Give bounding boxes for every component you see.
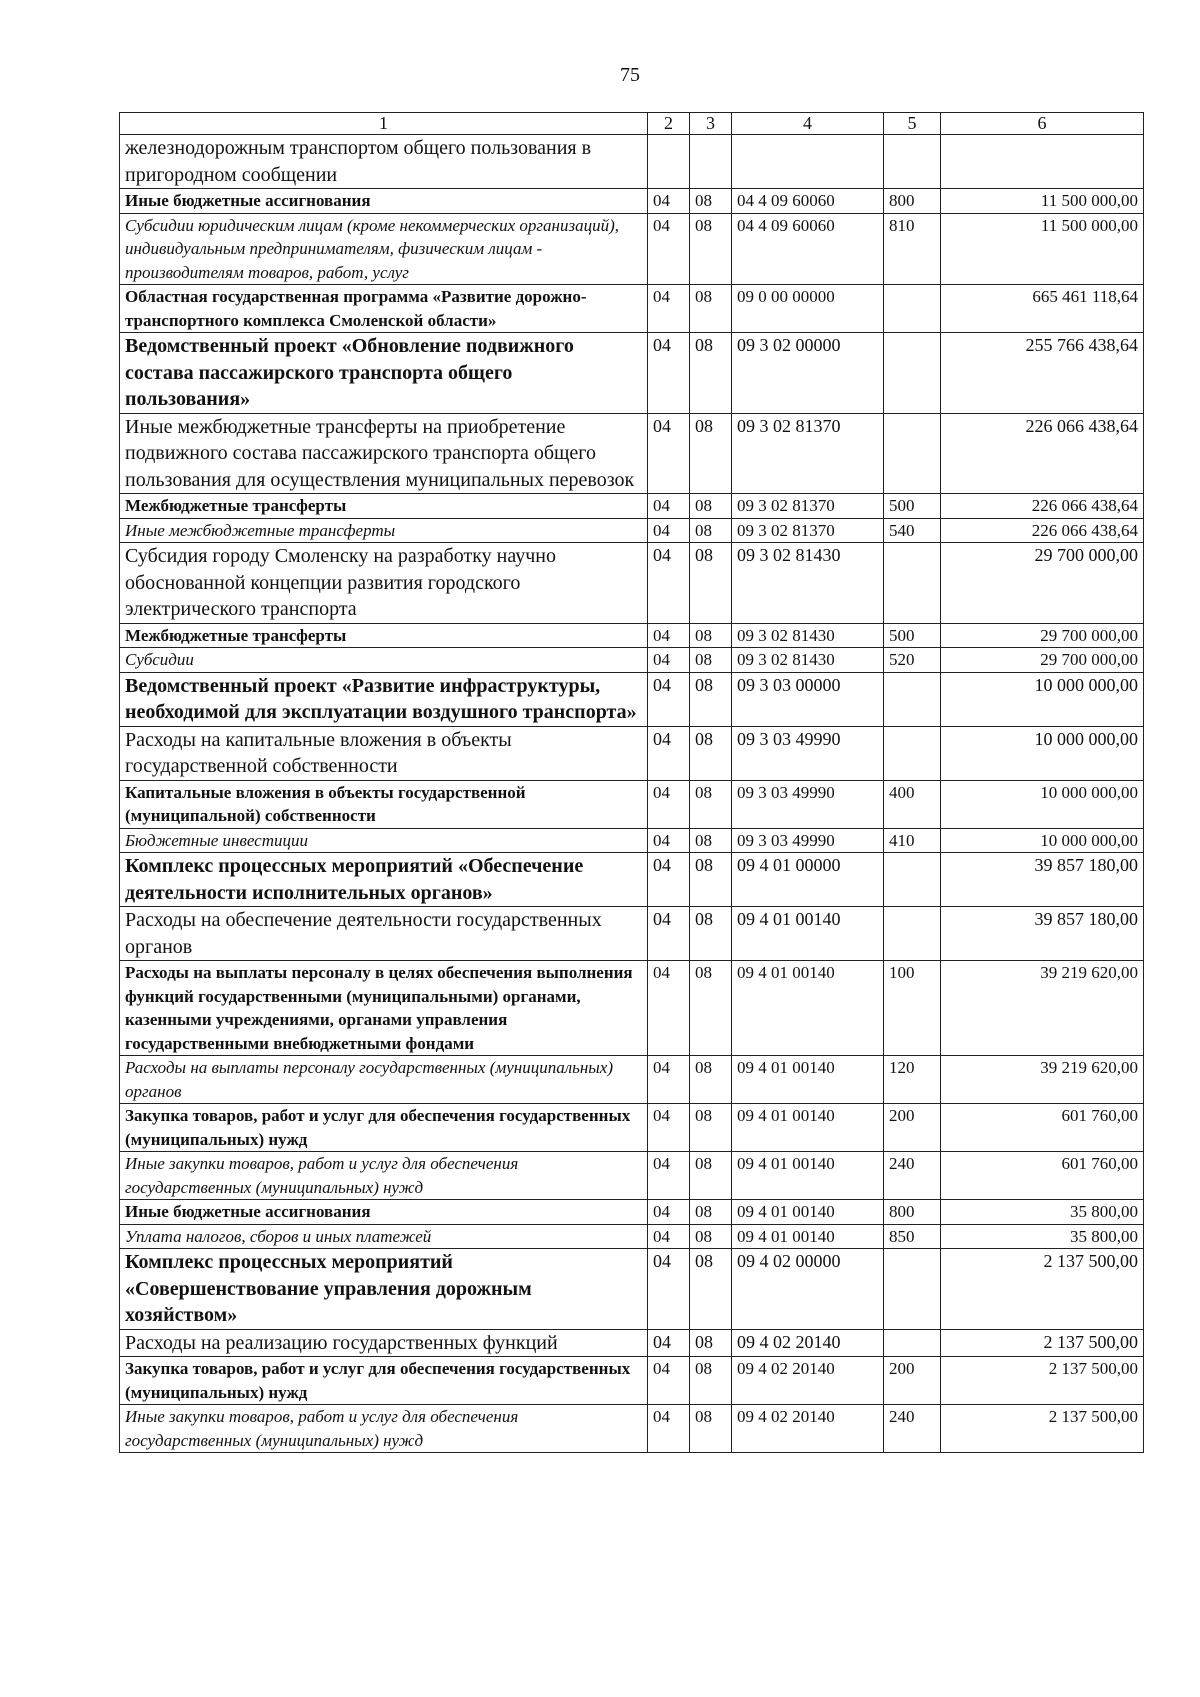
target-article-code: 09 3 02 81370	[732, 518, 884, 543]
section-code: 04	[648, 623, 690, 648]
section-code: 04	[648, 333, 690, 414]
amount: 601 760,00	[941, 1152, 1144, 1200]
subsection-code: 08	[690, 961, 732, 1056]
amount: 29 700 000,00	[941, 648, 1144, 673]
item-name: Расходы на капитальные вложения в объекты государственной собственности	[120, 726, 648, 780]
expense-type-code: 500	[884, 494, 941, 519]
amount: 29 700 000,00	[941, 623, 1144, 648]
target-article-code: 04 4 09 60060	[732, 213, 884, 285]
expense-type-code	[884, 1249, 941, 1330]
header-cell: 4	[732, 113, 884, 135]
item-name: Комплекс процессных мероприятий «Совершенствование управления дорожным хозяйством»	[120, 1249, 648, 1330]
table-row	[120, 907, 1144, 961]
expense-type-code	[884, 543, 941, 624]
table-row	[120, 828, 1144, 853]
expense-type-code: 200	[884, 1104, 941, 1152]
section-code: 04	[648, 1357, 690, 1405]
amount: 35 800,00	[941, 1224, 1144, 1249]
expense-type-code: 240	[884, 1152, 941, 1200]
item-name: Расходы на обеспечение деятельности государственных органов	[120, 907, 648, 961]
section-code: 04	[648, 1056, 690, 1104]
header-cell: 3	[690, 113, 732, 135]
amount: 665 461 118,64	[941, 285, 1144, 333]
subsection-code: 08	[690, 1104, 732, 1152]
amount: 10 000 000,00	[941, 828, 1144, 853]
section-code: 04	[648, 853, 690, 907]
expense-type-code: 500	[884, 623, 941, 648]
table-row	[120, 518, 1144, 543]
table-row	[120, 189, 1144, 214]
table-row	[120, 135, 1144, 189]
target-article-code: 09 3 02 81430	[732, 543, 884, 624]
expense-type-code: 410	[884, 828, 941, 853]
expense-type-code	[884, 907, 941, 961]
expense-type-code: 520	[884, 648, 941, 673]
target-article-code: 09 3 02 81430	[732, 623, 884, 648]
section-code: 04	[648, 1104, 690, 1152]
target-article-code: 09 4 01 00140	[732, 1224, 884, 1249]
target-article-code: 09 3 03 49990	[732, 780, 884, 828]
target-article-code: 09 3 03 00000	[732, 672, 884, 726]
expense-type-code: 540	[884, 518, 941, 543]
expense-type-code	[884, 413, 941, 494]
amount: 11 500 000,00	[941, 213, 1144, 285]
amount: 226 066 438,64	[941, 518, 1144, 543]
amount: 39 219 620,00	[941, 1056, 1144, 1104]
target-article-code: 09 0 00 00000	[732, 285, 884, 333]
subsection-code: 08	[690, 726, 732, 780]
expense-type-code: 400	[884, 780, 941, 828]
table-row	[120, 961, 1144, 1056]
amount: 35 800,00	[941, 1200, 1144, 1225]
amount	[941, 135, 1144, 189]
expense-type-code	[884, 333, 941, 414]
item-name: Бюджетные инвестиции	[120, 828, 648, 853]
target-article-code: 09 3 02 00000	[732, 333, 884, 414]
subsection-code: 08	[690, 853, 732, 907]
subsection-code: 08	[690, 828, 732, 853]
expense-type-code	[884, 853, 941, 907]
item-name: Иные межбюджетные трансферты	[120, 518, 648, 543]
target-article-code: 04 4 09 60060	[732, 189, 884, 214]
section-code: 04	[648, 1152, 690, 1200]
target-article-code: 09 4 01 00000	[732, 853, 884, 907]
subsection-code: 08	[690, 780, 732, 828]
section-code: 04	[648, 672, 690, 726]
amount: 29 700 000,00	[941, 543, 1144, 624]
item-name: Иные бюджетные ассигнования	[120, 189, 648, 214]
subsection-code: 08	[690, 1405, 732, 1453]
subsection-code: 08	[690, 518, 732, 543]
expense-type-code: 800	[884, 1200, 941, 1225]
table-row	[120, 543, 1144, 624]
subsection-code: 08	[690, 213, 732, 285]
subsection-code: 08	[690, 189, 732, 214]
subsection-code: 08	[690, 1152, 732, 1200]
subsection-code: 08	[690, 1249, 732, 1330]
item-name: Субсидии юридическим лицам (кроме некоммерческих организаций), индивидуальным предпринимателям, физическим лицам - производителям товаров, работ, услуг	[120, 213, 648, 285]
item-name: Комплекс процессных мероприятий «Обеспечение деятельности исполнительных органов»	[120, 853, 648, 907]
subsection-code: 08	[690, 648, 732, 673]
amount: 255 766 438,64	[941, 333, 1144, 414]
expense-type-code: 200	[884, 1357, 941, 1405]
table-row	[120, 1200, 1144, 1225]
item-name: Капитальные вложения в объекты государственной (муниципальной) собственности	[120, 780, 648, 828]
table-row	[120, 780, 1144, 828]
section-code: 04	[648, 1200, 690, 1225]
target-article-code: 09 4 01 00140	[732, 1152, 884, 1200]
item-name: Областная государственная программа «Развитие дорожно-транспортного комплекса Смоленской области»	[120, 285, 648, 333]
section-code: 04	[648, 1405, 690, 1453]
amount: 10 000 000,00	[941, 672, 1144, 726]
section-code: 04	[648, 648, 690, 673]
table-row	[120, 853, 1144, 907]
subsection-code: 08	[690, 1357, 732, 1405]
expense-type-code: 240	[884, 1405, 941, 1453]
subsection-code: 08	[690, 413, 732, 494]
subsection-code: 08	[690, 623, 732, 648]
section-code	[648, 135, 690, 189]
table-row	[120, 648, 1144, 673]
item-name: Иные закупки товаров, работ и услуг для обеспечения государственных (муниципальных) нужд	[120, 1152, 648, 1200]
target-article-code: 09 4 01 00140	[732, 907, 884, 961]
target-article-code: 09 3 02 81430	[732, 648, 884, 673]
section-code: 04	[648, 1249, 690, 1330]
subsection-code: 08	[690, 494, 732, 519]
section-code: 04	[648, 494, 690, 519]
subsection-code: 08	[690, 285, 732, 333]
section-code: 04	[648, 518, 690, 543]
expense-type-code	[884, 672, 941, 726]
section-code: 04	[648, 543, 690, 624]
item-name: Ведомственный проект «Обновление подвижного состава пассажирского транспорта общего пользования»	[120, 333, 648, 414]
table-row	[120, 285, 1144, 333]
header-cell: 2	[648, 113, 690, 135]
section-code: 04	[648, 780, 690, 828]
subsection-code: 08	[690, 1329, 732, 1357]
table-row	[120, 1056, 1144, 1104]
item-name: Субсидии	[120, 648, 648, 673]
subsection-code: 08	[690, 1200, 732, 1225]
table-row	[120, 1104, 1144, 1152]
expense-type-code: 120	[884, 1056, 941, 1104]
item-name: Уплата налогов, сборов и иных платежей	[120, 1224, 648, 1249]
amount: 226 066 438,64	[941, 413, 1144, 494]
target-article-code: 09 4 01 00140	[732, 961, 884, 1056]
amount: 39 857 180,00	[941, 853, 1144, 907]
item-name: Ведомственный проект «Развитие инфраструктуры, необходимой для эксплуатации воздушного транспорта»	[120, 672, 648, 726]
expense-type-code: 850	[884, 1224, 941, 1249]
expense-type-code	[884, 1329, 941, 1357]
header-cell: 6	[941, 113, 1144, 135]
expense-type-code	[884, 726, 941, 780]
header-cell: 1	[120, 113, 648, 135]
target-article-code: 09 4 02 20140	[732, 1405, 884, 1453]
item-name: Иные закупки товаров, работ и услуг для обеспечения государственных (муниципальных) нужд	[120, 1405, 648, 1453]
amount: 10 000 000,00	[941, 780, 1144, 828]
table-row	[120, 494, 1144, 519]
item-name: Иные бюджетные ассигнования	[120, 1200, 648, 1225]
item-name: Расходы на выплаты персоналу государственных (муниципальных) органов	[120, 1056, 648, 1104]
target-article-code: 09 4 01 00140	[732, 1200, 884, 1225]
table-row	[120, 333, 1144, 414]
amount: 2 137 500,00	[941, 1405, 1144, 1453]
table-row	[120, 1152, 1144, 1200]
expense-type-code	[884, 135, 941, 189]
header-row	[120, 113, 1144, 135]
header-cell: 5	[884, 113, 941, 135]
amount: 39 219 620,00	[941, 961, 1144, 1056]
table-row	[120, 1249, 1144, 1330]
subsection-code: 08	[690, 543, 732, 624]
expense-type-code: 100	[884, 961, 941, 1056]
target-article-code: 09 4 01 00140	[732, 1056, 884, 1104]
target-article-code: 09 3 02 81370	[732, 413, 884, 494]
item-name: Расходы на выплаты персоналу в целях обеспечения выполнения функций государственными (муниципальными) органами, казенными учреждениями, органами управления государственными внебюджетными фондами	[120, 961, 648, 1056]
amount: 226 066 438,64	[941, 494, 1144, 519]
table-row	[120, 1357, 1144, 1405]
table-row	[120, 413, 1144, 494]
table-row	[120, 623, 1144, 648]
amount: 11 500 000,00	[941, 189, 1144, 214]
target-article-code: 09 4 01 00140	[732, 1104, 884, 1152]
target-article-code: 09 3 03 49990	[732, 726, 884, 780]
item-name: Межбюджетные трансферты	[120, 623, 648, 648]
page-number: 75	[620, 64, 640, 86]
table-row	[120, 1329, 1144, 1357]
expense-type-code: 810	[884, 213, 941, 285]
table-row	[120, 1224, 1144, 1249]
item-name: Межбюджетные трансферты	[120, 494, 648, 519]
table-row	[120, 672, 1144, 726]
item-name: Иные межбюджетные трансферты на приобретение подвижного состава пассажирского транспорта общего пользования для осуществления муниципальных перевозок	[120, 413, 648, 494]
section-code: 04	[648, 285, 690, 333]
target-article-code: 09 4 02 00000	[732, 1249, 884, 1330]
amount: 2 137 500,00	[941, 1329, 1144, 1357]
amount: 39 857 180,00	[941, 907, 1144, 961]
target-article-code: 09 3 02 81370	[732, 494, 884, 519]
subsection-code: 08	[690, 672, 732, 726]
section-code: 04	[648, 1329, 690, 1357]
amount: 2 137 500,00	[941, 1249, 1144, 1330]
subsection-code: 08	[690, 1056, 732, 1104]
section-code: 04	[648, 828, 690, 853]
expense-type-code: 800	[884, 189, 941, 214]
target-article-code	[732, 135, 884, 189]
target-article-code: 09 4 02 20140	[732, 1357, 884, 1405]
table-row	[120, 726, 1144, 780]
section-code: 04	[648, 1224, 690, 1249]
item-name: Расходы на реализацию государственных функций	[120, 1329, 648, 1357]
section-code: 04	[648, 961, 690, 1056]
target-article-code: 09 3 03 49990	[732, 828, 884, 853]
section-code: 04	[648, 726, 690, 780]
subsection-code	[690, 135, 732, 189]
amount: 601 760,00	[941, 1104, 1144, 1152]
subsection-code: 08	[690, 333, 732, 414]
subsection-code: 08	[690, 907, 732, 961]
subsection-code: 08	[690, 1224, 732, 1249]
item-name: Закупка товаров, работ и услуг для обеспечения государственных (муниципальных) нужд	[120, 1357, 648, 1405]
section-code: 04	[648, 213, 690, 285]
amount: 10 000 000,00	[941, 726, 1144, 780]
section-code: 04	[648, 189, 690, 214]
item-name: Закупка товаров, работ и услуг для обеспечения государственных (муниципальных) нужд	[120, 1104, 648, 1152]
amount: 2 137 500,00	[941, 1357, 1144, 1405]
section-code: 04	[648, 413, 690, 494]
table-row	[120, 1405, 1144, 1453]
target-article-code: 09 4 02 20140	[732, 1329, 884, 1357]
expense-type-code	[884, 285, 941, 333]
table-row	[120, 213, 1144, 285]
item-name: железнодорожным транспортом общего пользования в пригородном сообщении	[120, 135, 648, 189]
item-name: Субсидия городу Смоленску на разработку научно обоснованной концепции развития городского электрического транспорта	[120, 543, 648, 624]
budget-table	[119, 112, 1144, 1453]
section-code: 04	[648, 907, 690, 961]
